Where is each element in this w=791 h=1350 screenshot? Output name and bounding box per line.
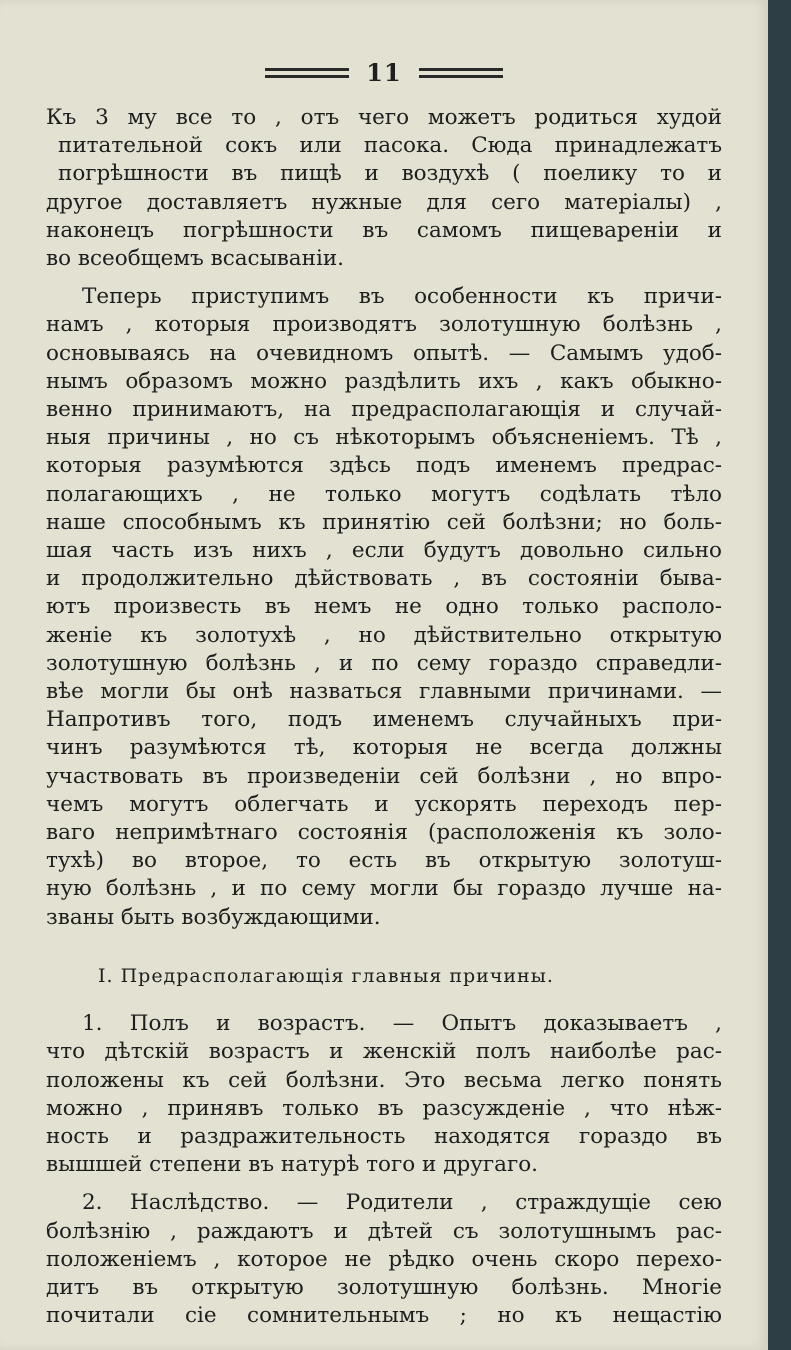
text-line: женіе къ золотухѣ , но дѣйствительно открытую (46, 622, 722, 648)
text-line: и продолжительно дѣйствовать , въ состояніи быва- (46, 566, 722, 592)
right-double-rule (419, 68, 503, 78)
text-line: нымъ образомъ можно раздѣлить ихъ , какъ обыкно- (46, 368, 722, 394)
text-line: погрѣшности въ пищѣ и воздухѣ ( поелику то и (58, 161, 722, 187)
text-line: ютъ произвесть въ немъ не одно только располо- (46, 594, 722, 620)
text-line: полагающихъ , не только могутъ содѣлать тѣло (46, 481, 722, 507)
text-line: основываясь на очевидномъ опытѣ. — Самымъ удоб- (46, 340, 722, 366)
paragraph-1 (46, 104, 722, 273)
text-line: венно принимаютъ, на предрасполагающія и случай- (46, 397, 722, 423)
text-line: тухѣ) во второе, то есть въ открытую золотуш- (46, 848, 722, 874)
text-line: ныя причины , но съ нѣкоторымъ объясненіемъ. Тѣ , (46, 425, 722, 451)
text-line: 1. Полъ и возрастъ. — Опытъ доказываетъ , (82, 1011, 722, 1037)
text-line: Къ 3 му все то , отъ чего можетъ родиться худой (46, 105, 722, 130)
text-line: дитъ въ открытую золотушную болѣзнь. Многіе (46, 1274, 722, 1300)
text-line: болѣзнію , раждаютъ и дѣтей съ золотушнымъ рас- (46, 1218, 722, 1244)
text-line: питательной сокъ или пасока. Сюда принадлежатъ (58, 133, 722, 159)
paragraph-2 (46, 283, 722, 932)
text-line: званы быть возбуждающими. (46, 904, 381, 930)
page-header (0, 58, 768, 87)
text-line: Теперь приступимъ въ особенности къ причи- (82, 284, 722, 310)
text-line: почитали сіе сомнительнымъ ; но къ нещастію (46, 1303, 722, 1329)
text-line: ваго непримѣтнаго состоянія (расположенія къ золо- (46, 820, 722, 846)
left-double-rule (265, 68, 349, 78)
text-line: ную болѣзнь , и по сему могли бы гораздо лучше на- (46, 876, 722, 902)
paragraph-3 (46, 1010, 722, 1179)
text-line: вѣе могли бы онѣ назваться главными причинами. — (46, 679, 722, 705)
text-line: что дѣтскій возрастъ и женскій полъ наиболѣе рас- (46, 1039, 722, 1065)
page-body (46, 104, 722, 1330)
text-line: намъ , которыя производятъ золотушную болѣзнь , (46, 312, 722, 338)
text-line: другое доставляетъ нужные для сего матеріалы) , (46, 189, 722, 215)
text-line: золотушную болѣзнь , и по сему гораздо справедли- (46, 650, 722, 676)
text-line: шая часть изъ нихъ , если будутъ довольно сильно (46, 538, 722, 564)
text-line: 2. Наслѣдство. — Родители , страждущіе сею (82, 1190, 722, 1216)
text-line: наше способнымъ къ принятію сей болѣзни; но боль- (46, 509, 722, 535)
text-line: наконецъ погрѣшности въ самомъ пищевареніи и (46, 217, 722, 243)
text-line: ность и раздражительность находятся гораздо въ (46, 1123, 722, 1149)
text-line: положены къ сей болѣзни. Это весьма легко понять (46, 1067, 722, 1093)
text-line: вышшей степени въ натурѣ того и другаго. (46, 1152, 538, 1178)
section-heading: I. Предрасполагающія главныя причины. (98, 964, 554, 987)
text-line: чемъ могутъ облегчать и ускорять переходъ пер- (46, 791, 722, 817)
page-number: 11 (366, 58, 402, 87)
paragraph-4 (46, 1189, 722, 1330)
text-line: положеніемъ , которое не рѣдко очень скоро перехо- (46, 1246, 722, 1272)
text-line: во всеобщемъ всасываніи. (46, 246, 344, 272)
text-line: участвовать въ произведеніи сей болѣзни , но впро- (46, 763, 722, 789)
text-line: которыя разумѣются здѣсь подъ именемъ предрас- (46, 453, 722, 479)
text-line: чинъ разумѣются тѣ, которыя не всегда должны (46, 735, 722, 761)
text-line: Напротивъ того, подъ именемъ случайныхъ при- (46, 707, 722, 733)
text-line: можно , принявъ только въ разсужденіе , что нѣж- (46, 1095, 722, 1121)
